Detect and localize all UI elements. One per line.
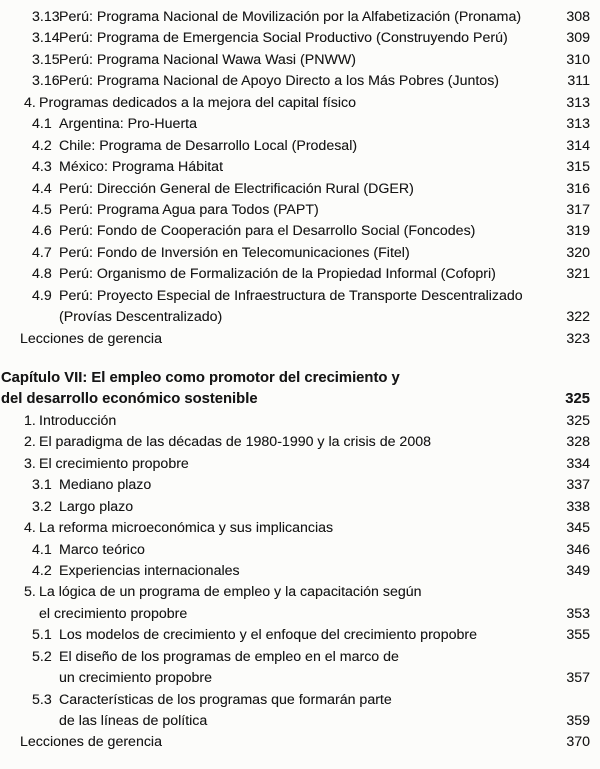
entry-title: Programas dedicados a la mejora del capital físico (39, 94, 357, 111)
section-gap (0, 350, 590, 368)
entry-title: Perú: Programa Nacional de Apoyo Directo a los Más Pobres (Juntos) (59, 73, 500, 90)
toc-entry (0, 411, 590, 432)
toc-entry-continuation (0, 307, 590, 328)
entry-page: 325 (566, 412, 590, 429)
entry-number: 3.13 (32, 9, 60, 25)
toc-entry (0, 28, 590, 49)
entry-number: 3.14 (32, 30, 60, 47)
entry-page: 313 (566, 116, 590, 133)
entry-page: 309 (566, 30, 590, 47)
entry-number: 5.2 (32, 648, 52, 665)
entry-page: 325 (565, 391, 590, 408)
entry-title: La reforma microeconómica y sus implicancias (39, 520, 334, 537)
entry-number: 4.1 (32, 541, 52, 558)
toc-entry (0, 497, 590, 518)
chapter-heading (0, 368, 590, 389)
toc-entry (0, 114, 590, 135)
entry-title: el crecimiento propobre (39, 605, 188, 622)
toc-entry (0, 625, 590, 646)
entry-title: Experiencias internacionales (59, 562, 240, 579)
entry-title: Perú: Fondo de Cooperación para el Desarrollo Social (Foncodes) (59, 223, 476, 240)
entry-page: 337 (566, 477, 590, 494)
entry-page: 370 (566, 734, 590, 751)
entry-title: Argentina: Pro-Huerta (59, 116, 198, 133)
toc-entry (0, 286, 590, 307)
entry-page: 321 (566, 266, 590, 283)
entry-page: 311 (567, 73, 590, 90)
entry-title: un crecimiento propobre (59, 670, 212, 687)
entry-page: 353 (566, 605, 590, 622)
toc-entry (0, 647, 590, 668)
toc-entry (0, 71, 590, 92)
entry-title: Marco teórico (59, 541, 145, 558)
toc-entry (0, 540, 590, 561)
entry-page: 359 (566, 713, 590, 729)
entry-number: 4.2 (32, 562, 52, 579)
entry-page: 323 (566, 330, 590, 347)
toc-entry (0, 136, 590, 157)
toc-entry (0, 200, 590, 221)
toc-entry (0, 221, 590, 242)
entry-page: 338 (566, 498, 590, 515)
toc-entry (0, 475, 590, 496)
toc-entry (0, 432, 590, 453)
entry-number: 4.7 (32, 244, 52, 261)
entry-page: 314 (566, 137, 590, 154)
entry-page: 345 (566, 520, 590, 537)
entry-title: Chile: Programa de Desarrollo Local (Prodesal) (59, 137, 358, 154)
toc-block-a (0, 7, 590, 350)
entry-title: (Provías Descentralizado) (59, 309, 223, 326)
entry-title: Perú: Programa Nacional Wawa Wasi (PNWW) (59, 51, 356, 68)
toc-entry (0, 243, 590, 264)
entry-page: 317 (566, 201, 590, 218)
entry-title: El diseño de los programas de empleo en el marco de (59, 648, 399, 665)
toc-entry (0, 157, 590, 178)
entry-number: 4.1 (32, 116, 52, 133)
toc-entry (0, 93, 590, 114)
entry-number: 4. (24, 94, 36, 111)
toc-entry-continuation (0, 604, 590, 625)
entry-page: 319 (566, 223, 590, 240)
entry-title: Lecciones de gerencia (20, 734, 162, 751)
chapter-heading (0, 389, 590, 410)
entry-title: Perú: Proyecto Especial de Infraestructura de Transporte Descentralizado (59, 287, 523, 304)
entry-page: 310 (566, 51, 590, 68)
toc-entry (0, 690, 590, 711)
entry-title: Perú: Programa Nacional de Movilización por la Alfabetización (Pronama) (59, 9, 522, 25)
toc-block-b (0, 368, 590, 754)
entry-number: 4.6 (32, 223, 52, 240)
entry-page: 308 (566, 9, 590, 25)
entry-number: 4. (24, 520, 36, 537)
entry-number: 4.9 (32, 287, 52, 304)
entry-number: 2. (24, 434, 36, 451)
entry-number: 3.16 (32, 73, 60, 90)
toc-entry-continuation (0, 711, 590, 732)
entry-title: El paradigma de las décadas de 1980-1990 y la crisis de 2008 (39, 434, 431, 451)
entry-number: 4.8 (32, 266, 52, 283)
entry-number: 5.1 (32, 627, 52, 644)
toc-entry (0, 329, 590, 350)
entry-page: 316 (566, 180, 590, 197)
toc-entry-continuation (0, 668, 590, 689)
entry-number: 4.4 (32, 180, 52, 197)
entry-title: Perú: Fondo de Inversión en Telecomunicaciones (Fitel) (59, 244, 410, 261)
entry-page: 349 (566, 562, 590, 579)
entry-title: Introducción (39, 412, 117, 429)
entry-title: La lógica de un programa de empleo y la capacitación según (39, 584, 422, 601)
entry-number: 3.1 (32, 477, 52, 494)
toc-entry (0, 7, 590, 28)
entry-page: 357 (566, 670, 590, 687)
entry-title: Mediano plazo (59, 477, 152, 494)
entry-title: Lecciones de gerencia (20, 330, 162, 347)
entry-title: Los modelos de crecimiento y el enfoque del crecimiento propobre (59, 627, 477, 644)
entry-number: 1. (24, 412, 36, 429)
toc-entry (0, 264, 590, 285)
toc-entry (0, 561, 590, 582)
entry-title: Largo plazo (59, 498, 134, 515)
entry-page: 320 (566, 244, 590, 261)
toc-entry (0, 50, 590, 71)
entry-number: 3.15 (32, 51, 60, 68)
entry-page: 355 (566, 627, 590, 644)
entry-title: de las líneas de política (59, 713, 208, 729)
toc-entry (0, 732, 590, 753)
entry-number: 3.2 (32, 498, 52, 515)
entry-title: Perú: Programa de Emergencia Social Productivo (Construyendo Perú) (59, 30, 508, 47)
entry-page: 334 (566, 455, 590, 472)
toc-entry (0, 582, 590, 603)
entry-number: 4.3 (32, 159, 52, 176)
entry-number: 5. (24, 584, 36, 601)
chapter-title: Capítulo VII: El empleo como promotor del crecimiento y (1, 370, 400, 386)
entry-number: 4.5 (32, 201, 52, 218)
toc-entry (0, 454, 590, 475)
chapter-title: del desarrollo económico sostenible (1, 391, 258, 408)
entry-number: 5.3 (32, 691, 52, 708)
entry-title: Perú: Organismo de Formalización de la Propiedad Informal (Cofopri) (59, 266, 496, 283)
entry-page: 328 (566, 434, 590, 451)
entry-page: 322 (566, 309, 590, 326)
entry-title: México: Programa Hábitat (59, 159, 224, 176)
entry-page: 346 (566, 541, 590, 558)
entry-page: 313 (566, 94, 590, 111)
toc-entry (0, 179, 590, 200)
entry-title: Perú: Dirección General de Electrificación Rural (DGER) (59, 180, 414, 197)
entry-number: 3. (24, 455, 36, 472)
entry-number: 4.2 (32, 137, 52, 154)
entry-page: 315 (566, 159, 590, 176)
toc-entry (0, 518, 590, 539)
entry-title: El crecimiento propobre (39, 455, 189, 472)
entry-title: Perú: Programa Agua para Todos (PAPT) (59, 201, 319, 218)
entry-title: Características de los programas que formarán parte (59, 691, 392, 708)
